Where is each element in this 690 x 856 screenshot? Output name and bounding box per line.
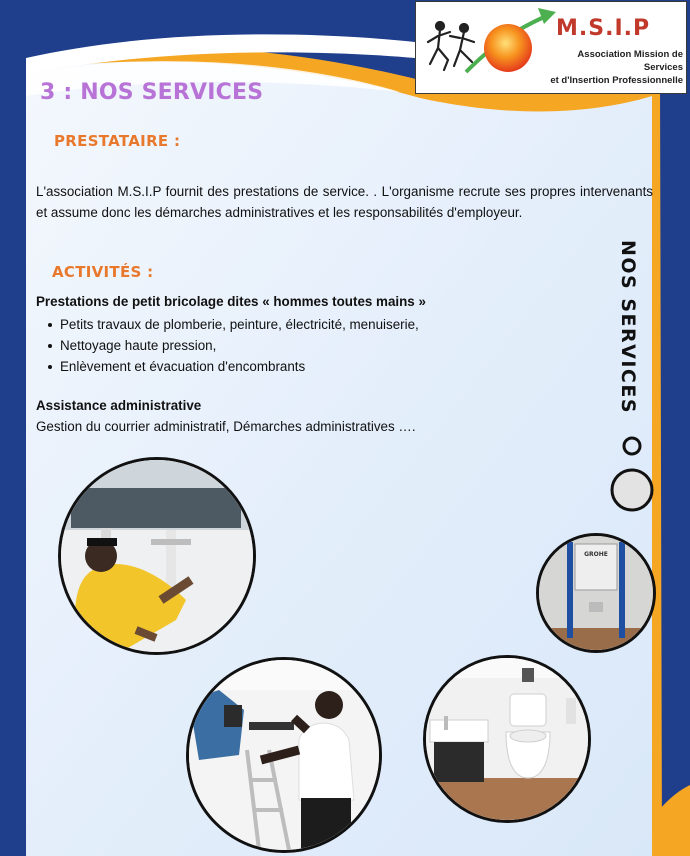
list-item: Enlèvement et évacuation d'encombrants [46,356,419,377]
assistance-text: Gestion du courrier administratif, Démarches administratives …. [36,419,416,434]
assistance-title: Assistance administrative [36,398,202,413]
toilet-frame-image [539,536,653,650]
photo-drilling [186,657,382,853]
side-circles-icon [608,432,656,518]
photo-toilet-frame [536,533,656,653]
page-title: 3 : NOS SERVICES [40,80,264,105]
msip-logo [415,1,687,94]
drilling-image [189,660,379,850]
grohe-label: GROHE [584,551,608,558]
prestataire-heading: PRESTATAIRE : [54,132,181,150]
list-item: Nettoyage haute pression, [46,335,419,356]
logo-line1: Association Mission de Services [577,49,683,73]
photo-plumbing [58,457,256,655]
bathroom-image [426,658,588,820]
logo-subtitle [538,48,683,87]
prestataire-text: L'association M.S.I.P fournit des prestations de service. . L'organisme recrute ses propres intervenants et assume donc les démarches administratives et les responsabilités d'employeur. [36,184,653,220]
side-label [612,238,652,453]
bricolage-title: Prestations de petit bricolage dites « hommes toutes mains » [36,294,426,309]
side-label-text: NOS SERVICES [617,240,639,415]
list-item: Petits travaux de plomberie, peinture, électricité, menuiserie, [46,314,419,335]
activites-heading: ACTIVITÉS : [52,263,154,281]
plumber-image [61,460,253,652]
photo-bathroom [423,655,591,823]
services-list [46,314,419,377]
logo-line2: et d'Insertion Professionnelle [550,75,683,86]
logo-acronym: M.S.I.P [556,16,651,41]
